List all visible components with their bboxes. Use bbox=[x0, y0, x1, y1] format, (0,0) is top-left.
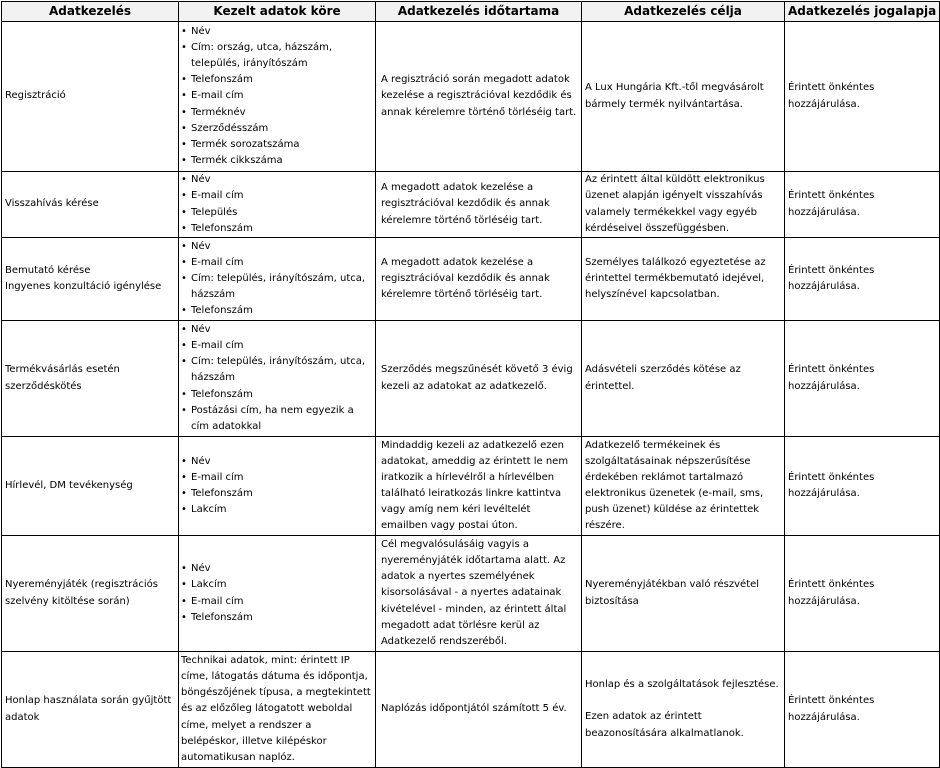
row-purpose: Nyereményjátékban való részvétel biztosítása bbox=[582, 536, 785, 652]
row-duration: Naplózás időpontjától számított 5 év. bbox=[376, 652, 582, 768]
list-item: • Termék sorozatszáma bbox=[181, 137, 372, 153]
row-data-list bbox=[179, 238, 376, 321]
row-legal-basis: Érintett önkéntes hozzájárulása. bbox=[785, 22, 940, 172]
header-adatkezeles: Adatkezelés bbox=[2, 2, 179, 22]
header-jogalap: Adatkezelés jogalapja bbox=[785, 2, 940, 22]
row-name: Regisztráció bbox=[2, 22, 179, 172]
row-duration: Cél megvalósulásáig vagyis a nyereményjáték időtartama alatt. Az adatok a nyertes személyének kisorsolásával - a nyertes adatainak kivételével - minden, az érintett által megadott adat törlésre kerül az Adatkezelő rendszeréből. bbox=[376, 536, 582, 652]
list-item: • Név bbox=[181, 322, 372, 338]
list-item: • Telefonszám bbox=[181, 72, 372, 88]
row-purpose: Az érintett által küldött elektronikus üzenet alapján igényelt visszahívás valamely termékekkel vagy egyéb kérdéseivel összefüggésben. bbox=[582, 172, 785, 238]
row-name: Nyereményjáték (regisztrációs szelvény kitöltése során) bbox=[2, 536, 179, 652]
list-item: • E-mail cím bbox=[181, 255, 372, 271]
table-row bbox=[2, 652, 940, 768]
table-row bbox=[2, 172, 940, 238]
row-legal-basis: Érintett önkéntes hozzájárulása. bbox=[785, 238, 940, 321]
list-item: • Telefonszám bbox=[181, 486, 372, 502]
list-item: • Név bbox=[181, 172, 372, 188]
list-item: • Szerződésszám bbox=[181, 121, 372, 137]
list-item: • Telefonszám bbox=[181, 387, 372, 403]
row-name: Honlap használata során gyűjtött adatok bbox=[2, 652, 179, 768]
list-item: • Település bbox=[181, 205, 372, 221]
row-data-list bbox=[179, 172, 376, 238]
list-item: • Termék cikkszáma bbox=[181, 153, 372, 169]
list-item: • Telefonszám bbox=[181, 221, 372, 237]
list-item: • E-mail cím bbox=[181, 188, 372, 204]
list-item: • E-mail cím bbox=[181, 88, 372, 104]
row-data-text: Technikai adatok, mint: érintett IP címe, látogatás dátuma és időpontja, böngészőjének típusa, a megtekintett és az előzőleg látogatott weboldal címe, melyet a rendszer a belépéskor, illetve kilépéskor automatikusan naplóz. bbox=[179, 652, 376, 768]
header-cel: Adatkezelés célja bbox=[582, 2, 785, 22]
table-row bbox=[2, 238, 940, 321]
table-row bbox=[2, 22, 940, 172]
list-item: • Postázási cím, ha nem egyezik a cím adatokkal bbox=[181, 403, 372, 435]
row-data-list bbox=[179, 321, 376, 437]
row-name: Bemutató kérése bbox=[5, 264, 91, 276]
list-item: • Cím: település, irányítószám, utca, házszám bbox=[181, 354, 372, 386]
list-item: • Cím: ország, utca, házszám, település, irányítószám bbox=[181, 40, 372, 72]
list-item: • Telefonszám bbox=[181, 303, 372, 319]
row-purpose: Adatkezelő termékeinek és szolgáltatásainak népszerűsítése érdekében reklámot tartalmazó elektronikus üzenetek (e-mail, sms, push üzenet) küldése az érintettek részére. bbox=[582, 437, 785, 536]
list-item: • Név bbox=[181, 24, 372, 40]
list-item: • Lakcím bbox=[181, 577, 372, 593]
row-legal-basis: Érintett önkéntes hozzájárulása. bbox=[785, 437, 940, 536]
row-data-list bbox=[179, 536, 376, 652]
header-idotartam: Adatkezelés időtartama bbox=[376, 2, 582, 22]
list-item: • Lakcím bbox=[181, 502, 372, 518]
table-header-row bbox=[2, 2, 940, 22]
list-item: • Név bbox=[181, 454, 372, 470]
row-purpose: Személyes találkozó egyeztetése az érintettel termékbemutató idejével, helyszínével kapcsolatban. bbox=[582, 238, 785, 321]
row-data-list bbox=[179, 437, 376, 536]
row-duration: Mindaddig kezeli az adatkezelő ezen adatokat, ameddig az érintett le nem iratkozik a hírlevélről a hírlevélben található leiratkozás linkre kattintva vagy amíg nem kéri levéltelét emailben vagy postai úton. bbox=[376, 437, 582, 536]
row-duration: Szerződés megszűnését követő 3 évig kezeli az adatokat az adatkezelő. bbox=[376, 321, 582, 437]
row-duration: A megadott adatok kezelése a regisztrációval kezdődik és annak kérelemre történő törléséig tart. bbox=[376, 172, 582, 238]
data-processing-table bbox=[1, 1, 940, 768]
row-purpose-cell bbox=[582, 652, 785, 768]
row-legal-basis: Érintett önkéntes hozzájárulása. bbox=[785, 321, 940, 437]
row-purpose-note: Ezen adatok az érintett beazonosítására alkalmatlanok. bbox=[585, 711, 744, 739]
row-duration: A regisztráció során megadott adatok kezelése a regisztrációval kezdődik és annak kérelemre történő törléséig tart. bbox=[376, 22, 582, 172]
header-kezelt-adatok: Kezelt adatok köre bbox=[179, 2, 376, 22]
row-legal-basis: Érintett önkéntes hozzájárulása. bbox=[785, 536, 940, 652]
row-purpose: A Lux Hungária Kft.-től megvásárolt bármely termék nyilvántartása. bbox=[582, 22, 785, 172]
table-row bbox=[2, 536, 940, 652]
list-item: • Telefonszám bbox=[181, 610, 372, 626]
row-name: Termékvásárlás esetén szerződéskötés bbox=[2, 321, 179, 437]
row-legal-basis: Érintett önkéntes hozzájárulása. bbox=[785, 652, 940, 768]
list-item: • Cím: település, irányítószám, utca, házszám bbox=[181, 271, 372, 303]
table-row bbox=[2, 437, 940, 536]
row-purpose: Honlap és a szolgáltatások fejlesztése. bbox=[585, 679, 779, 691]
list-item: • Terméknév bbox=[181, 105, 372, 121]
row-name: Visszahívás kérése bbox=[2, 172, 179, 238]
row-name-cell bbox=[2, 238, 179, 321]
list-item: • E-mail cím bbox=[181, 594, 372, 610]
row-legal-basis: Érintett önkéntes hozzájárulása. bbox=[785, 172, 940, 238]
row-name-secondary: Ingyenes konzultáció igénylése bbox=[5, 281, 162, 292]
list-item: • Név bbox=[181, 239, 372, 255]
row-duration: A megadott adatok kezelése a regisztrációval kezdődik és annak kérelemre történő törléséig tart. bbox=[376, 238, 582, 321]
table-row bbox=[2, 321, 940, 437]
row-data-list bbox=[179, 22, 376, 172]
row-purpose: Adásvételi szerződés kötése az érintettel. bbox=[582, 321, 785, 437]
list-item: • E-mail cím bbox=[181, 338, 372, 354]
list-item: • Név bbox=[181, 561, 372, 577]
row-name: Hírlevél, DM tevékenység bbox=[2, 437, 179, 536]
list-item: • E-mail cím bbox=[181, 470, 372, 486]
